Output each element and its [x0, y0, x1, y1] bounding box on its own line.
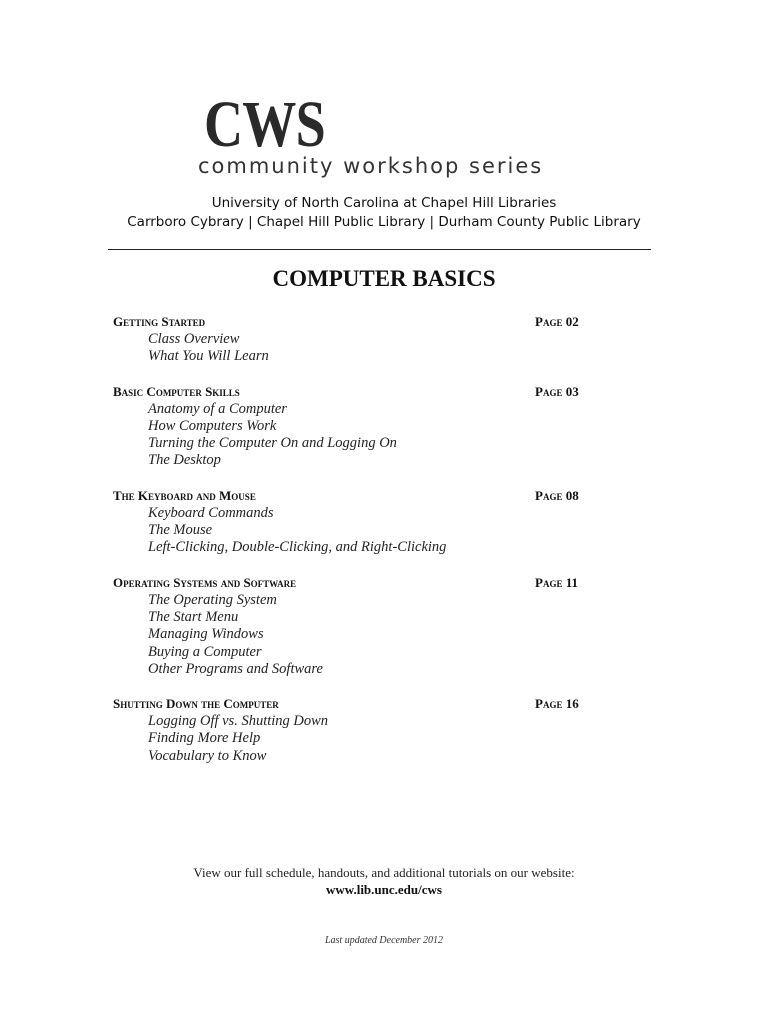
- toc-sub-item: Managing Windows: [148, 626, 264, 643]
- last-updated-note: Last updated December 2012: [324, 935, 444, 946]
- toc-sub-item: Logging Off vs. Shutting Down: [148, 713, 329, 730]
- toc-section-title: Operating Systems and Software: [113, 574, 297, 590]
- toc-sub-item: Vocabulary to Know: [148, 747, 267, 764]
- toc-section-header: [113, 695, 593, 713]
- logo-tagline: community workshop series: [198, 154, 544, 178]
- toc-section-shutting-down: [113, 695, 593, 765]
- toc-section-title: Shutting Down the Computer: [113, 696, 279, 712]
- toc-sub-item: The Start Menu: [148, 608, 239, 625]
- toc-section-header: [113, 383, 593, 401]
- logo-mark: CWS: [204, 88, 325, 161]
- toc-section-header: [113, 574, 593, 592]
- toc-section-header: [113, 487, 593, 505]
- page-title: COMPUTER BASICS: [272, 266, 496, 291]
- toc-section-title: The Keyboard and Mouse: [113, 487, 256, 503]
- toc-section-operating-systems: [113, 574, 593, 678]
- toc-sub-item: Turning the Computer On and Logging On: [148, 435, 397, 452]
- toc-section-title: Getting Started: [113, 314, 206, 329]
- cws-logo: [198, 88, 568, 178]
- toc-sub-item: The Desktop: [148, 452, 221, 469]
- header-divider: [108, 249, 651, 250]
- toc-sub-item: Buying a Computer: [148, 643, 262, 660]
- toc-sub-item: Left-Clicking, Double-Clicking, and Right-Clicking: [148, 539, 447, 556]
- toc-section-page: Page 11: [535, 574, 578, 590]
- toc-sub-item: Other Programs and Software: [148, 660, 323, 677]
- toc-sub-item: Class Overview: [148, 331, 240, 347]
- website-url: www.lib.unc.edu/cws: [326, 882, 442, 897]
- toc-sub-item: The Mouse: [148, 522, 213, 539]
- toc-section-page: Page 02: [535, 314, 579, 329]
- table-of-contents: [113, 313, 593, 782]
- toc-section-getting-started: [113, 313, 593, 366]
- toc-sub-item: How Computers Work: [148, 417, 277, 434]
- website-note: View our full schedule, handouts, and additional tutorials on our website:: [193, 865, 575, 880]
- toc-sub-item: Keyboard Commands: [148, 504, 274, 521]
- toc-section-keyboard-and-mouse: [113, 487, 593, 557]
- toc-sub-item: The Operating System: [148, 591, 277, 608]
- toc-section-page: Page 16: [535, 696, 579, 712]
- toc-section-header: [113, 313, 593, 331]
- toc-section-title: Basic Computer Skills: [113, 383, 240, 399]
- toc-section-page: Page 08: [535, 487, 579, 503]
- toc-section-page: Page 03: [535, 383, 579, 399]
- affiliation-libraries: Carrboro Cybrary | Chapel Hill Public Library | Durham County Public Library: [127, 214, 641, 230]
- toc-sub-item: Anatomy of a Computer: [148, 400, 287, 417]
- toc-sub-item: What You Will Learn: [148, 348, 269, 365]
- toc-sub-item: Finding More Help: [148, 730, 261, 747]
- toc-section-basic-computer-skills: [113, 383, 593, 470]
- affiliation-university: University of North Carolina at Chapel Hill Libraries: [211, 195, 557, 211]
